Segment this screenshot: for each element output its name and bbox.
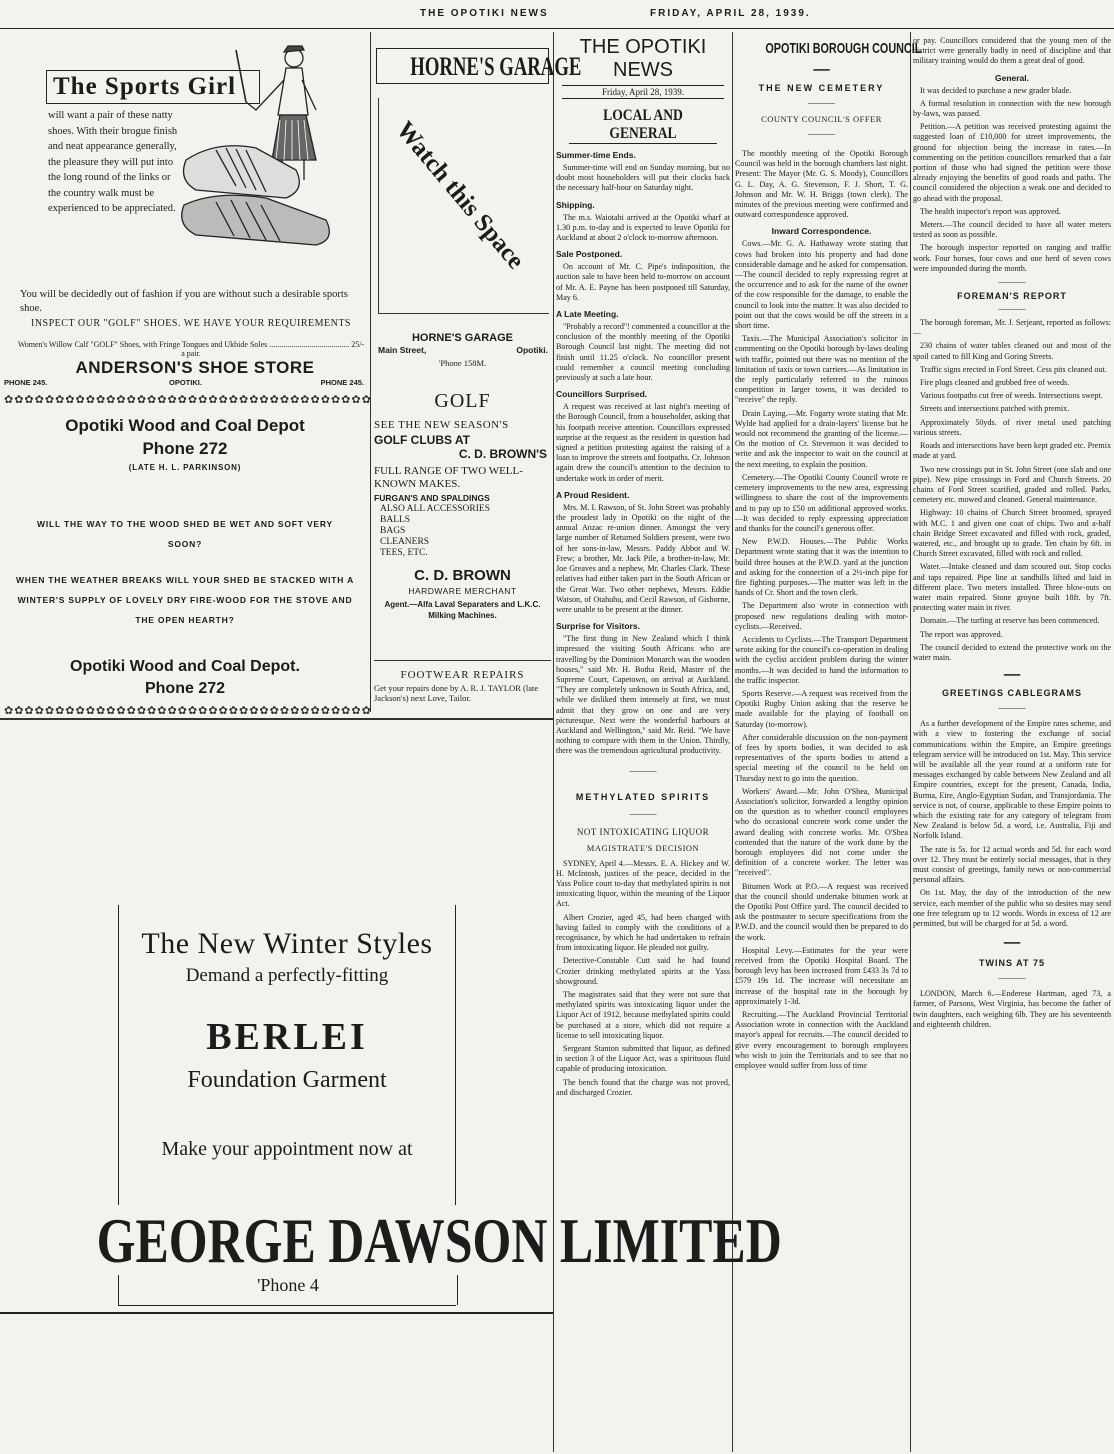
greetings-para-3: On 1st. May, the day of the introduction of the new service, each member of the public who so desires may send one free telegram up to 12 words. Words in excess of 12 are permitted, but will be charged for at 5d. a word.	[913, 888, 1111, 929]
watch-space-box	[378, 98, 549, 314]
late-head: A Late Meeting.	[556, 309, 619, 320]
col5-para-6: Meters.—The council decided to have all water meters tested as soon as possible.	[913, 220, 1111, 240]
wood-ad-line1: WILL THE WAY TO THE WOOD SHED BE WET AND SOFT VERY SOON?	[37, 519, 333, 549]
col5-para-5: The health inspector's report was approved.	[920, 206, 1061, 216]
foreman-para-7: Approximately 50yds. of river metal used patching various streets.	[913, 417, 1111, 437]
col5-para-2: It was decided to purchase a new grader blade.	[920, 85, 1072, 95]
foreman-para-4: Fire plugs cleaned and grubbed free of weeds.	[920, 378, 1070, 388]
berlei-brand: BERLEI	[206, 1016, 368, 1058]
col3-masthead: THE OPOTIKI NEWS	[579, 36, 707, 81]
col5-para-7: The borough inspector reported on ranging and traffic work. Four horses, four cows and one herd of seven cows were impounded during the month.	[913, 243, 1111, 273]
foreman-head: FOREMAN'S REPORT	[957, 291, 1067, 302]
ornament-border-top: ✿✿✿✿✿✿✿✿✿✿✿✿✿✿✿✿✿✿✿✿✿✿✿✿✿✿✿✿✿✿✿✿✿✿✿✿	[4, 394, 372, 406]
ship-head: Shipping.	[556, 199, 595, 210]
proud-head: A Proud Resident.	[556, 489, 630, 500]
foreman-para-6: Streets and intersections patched with premix.	[920, 404, 1070, 414]
berlei-line2: Demand a perfectly-fitting	[185, 965, 389, 986]
footwear-ad	[374, 660, 551, 713]
col3-date: Friday, April 28, 1939.	[562, 85, 724, 99]
foreman-para-1: The borough foreman, Mr. J. Serjeant, reported as follows:—	[913, 318, 1111, 338]
inward-head: Inward Correspondence.	[771, 226, 872, 237]
horne-name: HORNE'S GARAGE	[411, 332, 513, 344]
council-para-9: Sports Reserve.—A request was received from the Opotiki Rugby Union asking that the reserve be made available for the playing of football on Saturday (to-morrow).	[735, 688, 908, 729]
anderson-phone-left: PHONE 245.	[4, 378, 48, 387]
meth-para-2: Albert Crozier, aged 45, had been charged with having failed to comply with the conditions of a recognisance, by which he had undertaken to refrain from intoxicating liquor. He pleaded not guilty.	[556, 912, 730, 953]
council-para-14: Recruiting.—The Auckland Provincial Territorial Association wrote in connection with the Auckland mayor's appeal for recruits.—The council decided to give every encouragement to borough employees who wish to join the Territorials and to see that no employee would suffer from loss of time	[735, 1010, 908, 1071]
col-local-general: THE OPOTIKI NEWS Friday, April 28, 1939. LOCAL AND GENERAL Summer-time Ends. Summer-time will end on Sunday morning, but no doubt most householders will put their clocks back the necessary half-hour on Saturday night. Shipping. The m.s. Waiotahi arrived at the Opotiki wharf at 1.30 p.m. to-day and is expected to leave Opotiki for Auckland at about 2 o'clock to-morrow afternoon. Sale Postponed. On account of Mr. C. Pipe's indisposition, the auction sale to have been held to-morrow on account of Mr. A. E. Payne has been postponed till Saturday, May 6. A Late Meeting. "Probably a record"! commented a councillor at the conclusion of the monthly meeting of the Opotiki Borough Council last night. The meeting did not finish until 11.25 o'clock. No councillor present could remember a council meeting concluding previously at such a late hour. Councillors Surprised. A request was received at last night's meeting of the Borough Council, from a householder, asking that his footpath receive attention. Councillors expressed surprise at the request as the resident in question had signed a petition protesting against the raising of a loan to improve the streets and footpaths. Cr. Johnson again drew the council's attention to the decision to undertake work in order of merit. A Proud Resident. Mrs. M. I. Rawson, of St. John Street was probably the proudest lady in Opotiki on the night of the annual Anzac re-union dinner. Amongst the very large number of Returned Soldiers present, were two of her sons-in-law, Messrs. Paddy Abbot and W. Frew; a brother, Mr. Jack Pile, a brother-in-law, Mr. Joe Greaves and a nephew, Mr. Charles Clark. These relatives had either taken part in the South African or the Great War. Two other nephews, Messrs. Eddie Watson, of Otahuhu, and Cecil Rawson, of Gisborne, were unable to be present at the dinner. Surprise for Visitors. "The first thing in New Zealand which I think impressed the visiting South Africans who are travelling by the Dominion Monarch was the wooden houses," said Mr. H. Botha Reid, Master of the Supreme Court, Capetown, on arrival at Auckland. "They are completely unknown in South Africa, and, while we disliked them intensely at first, we must admit that they grow on one and are very picturesque. Next were the wonderful harbours at Auckland and Wellington," said Mr. Reid. "We have nothing to compare with them in the Union. Thirdly, there was the tremendous agricultural productivity. ——— METHYLATED SPIRITS ——— NOT INTOXICATING LIQUOR MAGISTRATE'S DECISION SYDNEY, April 4.—Messrs. E. A. Hickey and W. H. McIntosh, justices of the peace, decided in the Yass Police court to-day that methylated spirits is not intoxicating liquor, within the meaning of the Liquor Act. Albert Crozier, aged 45, had been charged with having failed to comply with the conditions of a recognisance, by which he had undertaken to refrain from intoxicating liquor. He pleaded not guilty. Detective-Constable Cutt said he had found Crozier drinking methylated spirits at the Yass showground. The magistrates said that they were not sure that methylated spirits was intoxicating liquor under the Liquor Act of 1912, because methylated spirits could be purchased at a store, which did not require a license to sell intoxicating liquor. Sergeant Stanton submitted that liquor, as defined in section 3 of the Liquor Act, was a spirituous fluid capable of producing intoxication. The bench found that the charge was not proved, and discharged Crozier.	[556, 36, 730, 1097]
greetings-head: GREETINGS CABLEGRAMS	[941, 688, 1082, 699]
meth-head: METHYLATED SPIRITS	[575, 791, 711, 802]
page-header	[0, 0, 1114, 32]
council-para-10: After considerable discussion on the non-payment of fees by sports bodies, it was decided to ask representatives of the sports bodies to attend a special meeting of the council to be held on Thursday next to go into the question.	[735, 732, 908, 783]
twins-head: TWINS AT 75	[978, 958, 1045, 969]
twins-para: LONDON, March 6.—Enderese Hartman, aged 73, a farmer, of Parsons, West Virginia, has become the father of twin daughters, each weighing 6lb. They are his seventeenth and eighteenth children.	[913, 989, 1111, 1029]
greetings-para-1: As a further development of the Empire rates scheme, and with a view to fostering the exchange of social communications within the Empire, an Empire greetings telegram service will be introduced on 1st. May. This service will be available all the year round at a uniform rate for messages exchanged by cable between New Zealand and all Empire countries, except for the present, Canada, India, Burma, Eire, Anglo-Egyptian Sudan, and Transjordania. The service is not, of course, applicable to these Empire points to which the existing rate for any category of telegram from New Zealand is below 5d. a word, i.e. Australia, Fiji and Norfolk Island.	[913, 719, 1111, 841]
col5-para-3: A formal resolution in connection with the new borough by-laws, was passed.	[913, 98, 1111, 119]
summer-para: Summer-time will end on Sunday morning, but no doubt most householders will put their clocks back the necessary half-hour on Saturday night.	[556, 163, 730, 193]
foreman-para-14: The council decided to extend the protective work on the water main.	[913, 642, 1111, 662]
dawson-company-wrap	[0, 1205, 782, 1279]
col5-para-1: or pay. Councillors considered that the young men of the district were generally badly in need of discipline and that military training would do them a great deal of good.	[913, 36, 1111, 66]
dawson-company: GEORGE DAWSON LIMITED	[96, 1205, 782, 1276]
golf-item: ALSO ALL ACCESSORIES	[380, 504, 490, 514]
brown-name: C. D. BROWN	[414, 567, 511, 584]
council-para-13: Hospital Levy.—Estimates for the year were received from the Opotiki Hospital Board. The borough levy has been increased from £433 3s 7d to £579 19s 1d. The increase will necessitate an increase of the hospital rate in the borough by approximately 1-3d.	[735, 945, 908, 1006]
footwear-title: FOOTWEAR REPAIRS	[400, 669, 525, 681]
sale-head: Sale Postponed.	[556, 249, 623, 260]
meth-sub2: MAGISTRATE'S DECISION	[586, 842, 700, 853]
anderson-store	[30, 358, 360, 380]
foreman-para-3: Traffic signs erected in Ford Street. Cess pits cleaned out.	[920, 364, 1107, 374]
golf-line2: GOLF CLUBS AT	[374, 433, 470, 447]
council-para-7: The Department also wrote in connection with proposed new regulations dealing with motor-cyclists.—Received.	[735, 601, 908, 631]
council-para-6: New P.W.D. Houses.—The Public Works Department wrote stating that it was the intention to build three houses at the P.W.D. yard at the junction and asking for the connection of a 2½-inch pipe for fire fighting purposes.—The matter was left in the hands of Cr. Short and the town clerk.	[735, 537, 908, 598]
horne-phone: 'Phone 158M.	[438, 358, 487, 368]
golf-ad	[374, 380, 551, 650]
summer-head: Summer-time Ends.	[556, 150, 636, 160]
sports-ad-body: will want a pair of these natty shoes. With their brogue finish and neat appearance generally, the pleasure they will put into the long round of the links or the country walk must be experienced to be appreciated.	[48, 110, 178, 214]
ship-para: The m.s. Waiotahi arrived at the Opotiki wharf at 1.30 p.m. to-day and is expected to leave Opotiki for Auckland at about 2 o'clock to-morrow afternoon.	[556, 212, 730, 243]
council-para-5: Cemetery.—The Opotiki County Council wrote re cemetery improvements to the new area, expressing willingness to share the cost of the improvements and to pay up to £50 on additional approved works.—It was decided to reply expressing appreciation and thanks for the council's generous offer.	[735, 472, 908, 533]
col-continued: or pay. Councillors considered that the young men of the district were generally badly in need of discipline and that military training would do them a great deal of good. General. It was decided to purchase a new grader blade. A formal resolution in connection with the new borough by-laws, was passed. Petition.—A petition was received protesting against the suggested loan of £10,000 for street improvements, the ground for objection being the increase in rates.—In commenting on the petition councillors remarked that a fair portion of those who had signed the petition were those already enjoying the benefits of good roads and paths. The council considered the objection a weak one and decided to go ahead with the proposal. The health inspector's report was approved. Meters.—The council decided to have all water meters tested as soon as possible. The borough inspector reported on ranging and traffic work. Four horses, four cows and one herd of seven cows were impounded during the month. ——— FOREMAN'S REPORT ——— The borough foreman, Mr. J. Serjeant, reported as follows:— 230 chains of water tables cleaned out and most of the spoil carted to fill King and Goring Streets. Traffic signs erected in Ford Street. Cess pits cleaned out. Fire plugs cleaned and grubbed free of weeds. Various footpaths cut free of weeds. Intersections swept. Streets and intersections patched with premix. Approximately 50yds. of river metal used patching various streets. Roads and intersections have been kept graded etc. Premix made at yard. Two new crossings put in St. John Street (one slab and one pipe). New pipe crossings in Ford and Church Streets. 20 chains of Ford Street scarified, graded and rolled. Parks, cemetery etc. mowed and cleaned. General maintenance. Highway: 10 chains of Church Street broomed, sprayed with M.C. 1 and given one coat of chips. Two and a-half chain Bridge Street excavated and filled with rock, graded, watered, etc., and brought up to grade. Ten chain by 6ft. in Church Street excavated, filled with rock and rolled. Water.—Intake cleaned and dam scoured out. Stop cocks and taps repaired. Pipe line at sandhills lifted and laid in different place. Two meters installed. Three blow-outs on water main repaired. Stone groyne built 18ft. by 7ft. protecting water main in river. Domain.—The turfing at reserve has been commenced. The report was approved. The council decided to extend the protective work on the water main. ━━━ GREETINGS CABLEGRAMS ——— As a further development of the Empire rates scheme, and with a view to fostering the exchange of social communications within the Empire, an Empire greetings telegram service will be introduced on 1st. May. This service will be available all the year round at a uniform rate for messages exchanged by cable between New Zealand and all Empire countries, except for the present, Canada, India, Burma, Eire, Anglo-Egyptian Sudan, and Transjordania. The service is not, of course, applicable to these Empire points to which the existing rate for any category of telegram from New Zealand is below 5d. a word, i.e. Australia, Fiji and Norfolk Island. The rate is 5s. for 12 actual words and 5d. for each word over 12. They must be entirely social messages, that is they must consist of greetings, family news or non-commercial personal affairs. On 1st. May, the day of the introduction of the new service, each member of the public who so desires may send one free telegram up to 12 words. Words in excess of 12 are permitted, but will be charged for at 5d. a word. ━━━ TWINS AT 75 ——— LONDON, March 6.—Enderese Hartman, aged 73, a farmer, of Parsons, West Virginia, has become the father of twin daughters, each weighing 6lb. They are his seventeenth and eighteenth children.	[913, 36, 1111, 1029]
sports-ad-inspect: INSPECT OUR "GOLF" SHOES. WE HAVE YOUR REQUIREMENTS	[31, 318, 351, 329]
golf-item: BAGS	[380, 526, 406, 536]
brown-agent: Agent.—Alfa Laval Separaters and L.K.C. Milking Machines.	[384, 600, 541, 620]
council-title: OPOTIKI BOROUGH COUNCIL	[765, 40, 922, 57]
horne-town: Opotiki.	[516, 345, 548, 355]
wood-ad-phone: Phone 272	[142, 439, 228, 458]
foreman-para-11: Water.—Intake cleaned and dam scoured out. Stop cocks and taps repaired. Pipe line at sandhills lifted and laid in different place. Two meters installed. Three blow-outs on water main repaired. Stone groyne built 18ft. by 7ft. protecting water main in river.	[913, 562, 1111, 613]
watch-this-space: Watch this Space	[390, 116, 530, 275]
berlei-line1: The New Winter Styles	[141, 927, 433, 960]
council-para-11: Workers' Award.—Mr. John O'Shea, Municipal Association's solicitor, forwarded a lengthy opinion on the question as to whether council employees who do occasional concrete work come under the award dealing with concrete works. Mr. O'Shea contended that the nature of the work done by the borough employees did not come under the definition of a concrete worker. The letter was "received".	[735, 786, 908, 878]
horne-street: Main Street,	[378, 345, 427, 355]
wood-ad-late: (LATE H. L. PARKINSON)	[128, 463, 242, 472]
anderson-phones	[4, 378, 364, 390]
sports-ad-title: The Sports Girl	[46, 70, 260, 104]
golf-items	[380, 504, 551, 559]
meth-para-3: Detective-Constable Cutt said he had found Crozier drinking methylated spirits at the Yass showground.	[556, 956, 730, 986]
meth-para-6: The bench found that the charge was not proved, and discharged Crozier.	[556, 1077, 730, 1097]
dawson-phone: 'Phone 4	[118, 1275, 458, 1305]
council-sub: THE NEW CEMETERY	[758, 83, 885, 93]
berlei-box	[118, 905, 456, 1205]
golf-item: CLEANERS	[380, 537, 430, 547]
wood-ad-phone2: Phone 272	[144, 680, 226, 697]
wood-coal-ad	[4, 412, 366, 702]
anderson-store-name: ANDERSON'S SHOE STORE	[75, 358, 315, 377]
proud-para: Mrs. M. I. Rawson, of St. John Street was probably the proudest lady in Opotiki on the night of the annual Anzac re-union dinner. Amongst the very large number of Returned Soldiers present, were two of her sons-in-law, Messrs. Paddy Abbot and W. Frew; a brother, Mr. Jack Pile, a brother-in-law, Mr. Joe Greaves and a nephew, Mr. Charles Clark. These relatives had either taken part in the South African or the Great War. Two other nephews, Messrs. Eddie Watson, of Otahuhu, and Cecil Rawson, of Gisborne, were unable to be present at the dinner.	[556, 502, 730, 614]
general-head: General.	[994, 72, 1030, 83]
sports-girl-ad	[8, 40, 366, 358]
foreman-para-10: Highway: 10 chains of Church Street broomed, sprayed with M.C. 1 and given one coat of chips. Two and a-half chain Bridge Street excavated and filled with rock, graded, watered, etc., and brought up to grade. Ten chain by 6ft. in Church Street excavated, filled with rock and rolled.	[913, 508, 1111, 559]
anderson-phone-right: PHONE 245.	[320, 378, 364, 387]
meth-para-1: SYDNEY, April 4.—Messrs. E. A. Hickey and W. H. McIntosh, justices of the peace, decided in the Yass Police court to-day that methylated spirits is not intoxicating liquor, within the meaning of the Liquor Act.	[556, 858, 730, 909]
brown-merchant: HARDWARE MERCHANT	[408, 586, 517, 596]
sale-para: On account of Mr. C. Pipe's indisposition, the auction sale to have been held to-morrow on account of Mr. A. E. Payne has been postponed till Saturday, May 6.	[556, 262, 730, 302]
meth-para-4: The magistrates said that they were not sure that methylated spirits was intoxicating liquor under the Liquor Act of 1912, because methylated spirits could be purchased at a store, which did not require a license to sell intoxicating liquor.	[556, 989, 730, 1040]
col-borough-council: OPOTIKI BOROUGH COUNCIL ━━━ THE NEW CEMETERY ——— COUNTY COUNCIL'S OFFER ——— The monthly meeting of the Opotiki Borough Council was held in the borough chambers last night. Present: The Mayor (Mr. G. S. Moody), Councillors G. L. Day, A. G. Stevenson, F. J. Short, T. G. Johnson and Mr. W. H. Briggs (town clerk). The minutes of the previous meeting were confirmed and outward correspondence approved. Inward Correspondence. Cows.—Mr. G. A. Hathaway wrote stating that cows had broken into his property and had done considerable damage and he asked for compensation.—The council decided to reply expressing regret at the occurrence and to ask for the name of the owner of the cow responsible for the damage, to enable the council to look into the matter. It was also decided to point out that the cows would be off the streets in a short time. Taxis.—The Municipal Association's solicitor in commenting on the Opotiki borough by-laws dealing with traffic, pointed out there was no mention of the limitation of taxis or town carriers.—As limitation in the reply particularly referred to the ruinous competition in larger towns, it was decided to "receive" the reply. Drain Laying.—Mr. Fogarty wrote stating that Mr. Wylde had applied for a drain-layers' license but he would not recommend the granting of the license.—On the motion of Cr. Stevenson it was decided to write and ask the inspector to wait on the council at the next meeting, to explain the position. Cemetery.—The Opotiki County Council wrote re cemetery improvements to the new area, expressing willingness to share the cost of the improvements and to pay up to £50 on additional approved works.—It was decided to reply expressing appreciation and thanks for the council's generous offer. New P.W.D. Houses.—The Public Works Department wrote stating that it was the intention to build three houses at the P.W.D. yard at the junction and asking for the connection of a 2½-inch pipe for fire fighting purposes.—The matter was left in the hands of Cr. Short and the town clerk. The Department also wrote in connection with proposed new regulations dealing with motor-cyclists.—Received. Accidents to Cyclists.—The Transport Department wrote asking for the council's co-operation in dealing with the cyclist accident problem during the winter months.—It was decided to hand the information to the traffic inspector. Sports Reserve.—A request was received from the Opotiki Rugby Union asking that the reserve be made available for the playing of football on Saturday (to-morrow). After considerable discussion on the non-payment of fees by sports bodies, it was decided to ask representatives of the sports bodies to attend a special meeting of the council to be held on Thursday next to go into the question. Workers' Award.—Mr. John O'Shea, Municipal Association's solicitor, forwarded a lengthy opinion on the question as to whether council employees who do occasional concrete work come under the award dealing with concrete works. Mr. O'Shea contended that the nature of the work done by the borough employees did not come under the definition of a concrete worker. The letter was "received". Bitumen Work at P.O.—A request was received that the council should undertake bitumen work at the Opotiki Post Office yard. The council decided to ask the postmaster to secure specifications from the P.W.D. and the council would then be prepared to do the work. Hospital Levy.—Estimates for the year were received from the Opotiki Hospital Board. The borough levy has been increased from £433 3s 7d to £579 19s 1d. The increase will necessitate an increase of the hospital rate in the borough by approximately 1-3d. Recruiting.—The Auckland Provincial Territorial Association wrote in connection with the Auckland mayor's appeal for recruits.—The council decided to give every encouragement to borough employees who wish to join the Territorials and to see that no employee would suffer from loss of time	[735, 40, 922, 1071]
wood-ad-title2: Opotiki Wood and Coal Depot.	[70, 658, 300, 675]
golf-title: GOLF	[434, 390, 491, 412]
horne-title-box	[376, 48, 582, 84]
council-para-4: Drain Laying.—Mr. Fogarty wrote stating that Mr. Wylde had applied for a drain-layers' license but he would not recommend the granting of the license.—On the motion of Cr. Stevenson it was decided to write and ask the inspector to wait on the council at the next meeting, to explain the position.	[735, 408, 908, 469]
meth-sub: NOT INTOXICATING LIQUOR	[576, 826, 710, 837]
foreman-para-13: The report was approved.	[920, 629, 1003, 639]
greetings-para-2: The rate is 5s. for 12 actual words and 5d. for each word over 12. They must be entirely social messages, that is they must consist of greetings, family news or non-commercial personal affairs.	[913, 844, 1111, 885]
golf-line4: FULL RANGE OF TWO WELL-KNOWN MAKES.	[374, 465, 523, 490]
golf-item: TEES, ETC.	[380, 548, 428, 558]
golf-line3: C. D. BROWN'S	[458, 447, 547, 461]
footwear-body: Get your repairs done by A. R. J. TAYLOR (late Jackson's) next Love, Tailor.	[374, 683, 539, 703]
council-para-2: Cows.—Mr. G. A. Hathaway wrote stating that cows had broken into his property and had done considerable damage and he asked for compensation.—The council decided to reply expressing regret at the occurrence and to ask for the name of the owner of the cow responsible for the damage, to enable the council to look into the matter. It was also decided to point out that the cows would be off the streets in a short time.	[735, 239, 908, 331]
horne-title: HORNE'S GARAGE	[410, 52, 582, 81]
sports-ad-line2: You will be decidedly out of fashion if you are without such a desirable sports shoe.	[20, 289, 348, 314]
surprised-head: Councillors Surprised.	[556, 389, 648, 400]
wood-ad-title: Opotiki Wood and Coal Depot	[65, 416, 305, 435]
council-para-3: Taxis.—The Municipal Association's solicitor in commenting on the Opotiki borough by-laws dealing with traffic, pointed out there was no mention of the limitation of taxis or town carriers.—As limitation in the reply particularly referred to the ruinous competition in larger towns, it was decided to "receive" the reply.	[735, 334, 908, 405]
visitors-head: Surprise for Visitors.	[556, 621, 640, 632]
late-para: "Probably a record"! commented a councillor at the conclusion of the monthly meeting of the Opotiki Borough Council last night. The meeting did not finish until 11.25 o'clock. No councillor present could remember a council meeting concluding previously at such a late hour.	[556, 322, 730, 383]
berlei-line3: Foundation Garment	[187, 1067, 387, 1093]
golf-line1: SEE THE NEW SEASON'S	[374, 419, 509, 431]
berlei-line4: Make your appointment now at	[161, 1138, 413, 1160]
foreman-para-9: Two new crossings put in St. John Street (one slab and one pipe). New pipe crossings in Ford and Church Streets. 20 chains of Ford Street scarified, graded and rolled. Parks, cemetery etc. mowed and cleaned. General maintenance.	[913, 464, 1111, 505]
council-para-12: Bitumen Work at P.O.—A request was received that the council should undertake bitumen work at the Opotiki Post Office yard. The council decided to ask the postmaster to secure specifications from the P.W.D. and the council would then be prepared to do the work.	[735, 881, 908, 942]
surprised-para: A request was received at last night's meeting of the Borough Council, from a householder, asking that his footpath receive attention. Councillors expressed surprise at the request as the resident in question had signed a petition protesting against the raising of a loan to improve the streets and footpaths. Cr. Johnson again drew the council's attention to the decision to undertake work in order of merit.	[556, 402, 730, 483]
col3-section: LOCAL AND GENERAL	[569, 107, 717, 144]
golf-item: BALLS	[380, 515, 411, 525]
header-date: FRIDAY, APRIL 28, 1939.	[650, 8, 811, 19]
council-para-1: The monthly meeting of the Opotiki Borough Council was held in the borough chambers last night. Present: The Mayor (Mr. G. S. Moody), Councillors G. L. Day, A. G. Stevenson, F. J. Short, T. G. Johnson and Mr. W. H. Briggs (town clerk). The minutes of the previous meeting were confirmed and outward correspondence approved.	[735, 149, 908, 220]
foreman-para-12: Domain.—The turfing at reserve has been commenced.	[920, 616, 1100, 626]
visitors-para: "The first thing in New Zealand which I think impressed the visiting South Africans who are travelling by the Dominion Monarch was the wooden houses," said Mr. H. Botha Reid, Master of the Supreme Court, Capetown, on arrival at Auckland. "They are completely unknown in South Africa, and, while we disliked them intensely at first, we must admit that they grow on one and are very picturesque. Next were the wonderful harbours at Auckland and Wellington," said Mr. Reid. "We have nothing to compare with them in the Union. Thirdly, there was the tremendous agricultural productivity.	[556, 634, 730, 756]
ornament-border-bottom: ✿✿✿✿✿✿✿✿✿✿✿✿✿✿✿✿✿✿✿✿✿✿✿✿✿✿✿✿✿✿✿✿✿✿✿✿	[4, 705, 372, 717]
header-paper: THE OPOTIKI NEWS	[420, 8, 549, 19]
golf-line5: FURGAN'S AND SPALDINGS	[374, 493, 490, 503]
foreman-para-2: 230 chains of water tables cleaned out and most of the spoil carted to fill King and Goring Streets.	[913, 341, 1111, 361]
wood-ad-line2: WHEN THE WEATHER BREAKS WILL YOUR SHED BE STACKED WITH A WINTER'S SUPPLY OF LOVELY DRY FIRE-WOOD FOR THE STOVE AND THE OPEN HEARTH?	[15, 575, 355, 625]
col5-para-4: Petition.—A petition was received protesting against the suggested loan of £10,000 for street improvements, the ground for objection being the increase in rates.—In commenting on the petition councillors remarked that a fair portion of those who had signed the petition were those already enjoying the benefits of good roads and paths. The council considered the objection a weak one and decided to go ahead with the proposal.	[913, 122, 1111, 203]
anderson-town: OPOTIKI.	[169, 378, 202, 387]
foreman-para-5: Various footpaths cut free of weeds. Intersections swept.	[920, 391, 1103, 401]
council-sub2: COUNTY COUNCIL'S OFFER	[761, 114, 882, 124]
council-para-8: Accidents to Cyclists.—The Transport Department wrote asking for the council's co-operation in dealing with the cyclist accident problem during the winter months.—It was decided to hand the information to the traffic inspector.	[735, 634, 908, 685]
foreman-para-8: Roads and intersections have been kept graded etc. Premix made at yard.	[913, 441, 1111, 461]
sports-ad-detail: Women's Willow Calf "GOLF" Shoes, with Fringe Tongues and Ukbide Soles ........................................ 25/- a pair.	[17, 340, 365, 358]
meth-para-5: Sergeant Stanton submitted that liquor, as defined in section 3 of the Liquor Act, was a spirituous fluid capable of producing intoxication.	[556, 1044, 730, 1074]
shoe-illustration	[176, 40, 366, 280]
